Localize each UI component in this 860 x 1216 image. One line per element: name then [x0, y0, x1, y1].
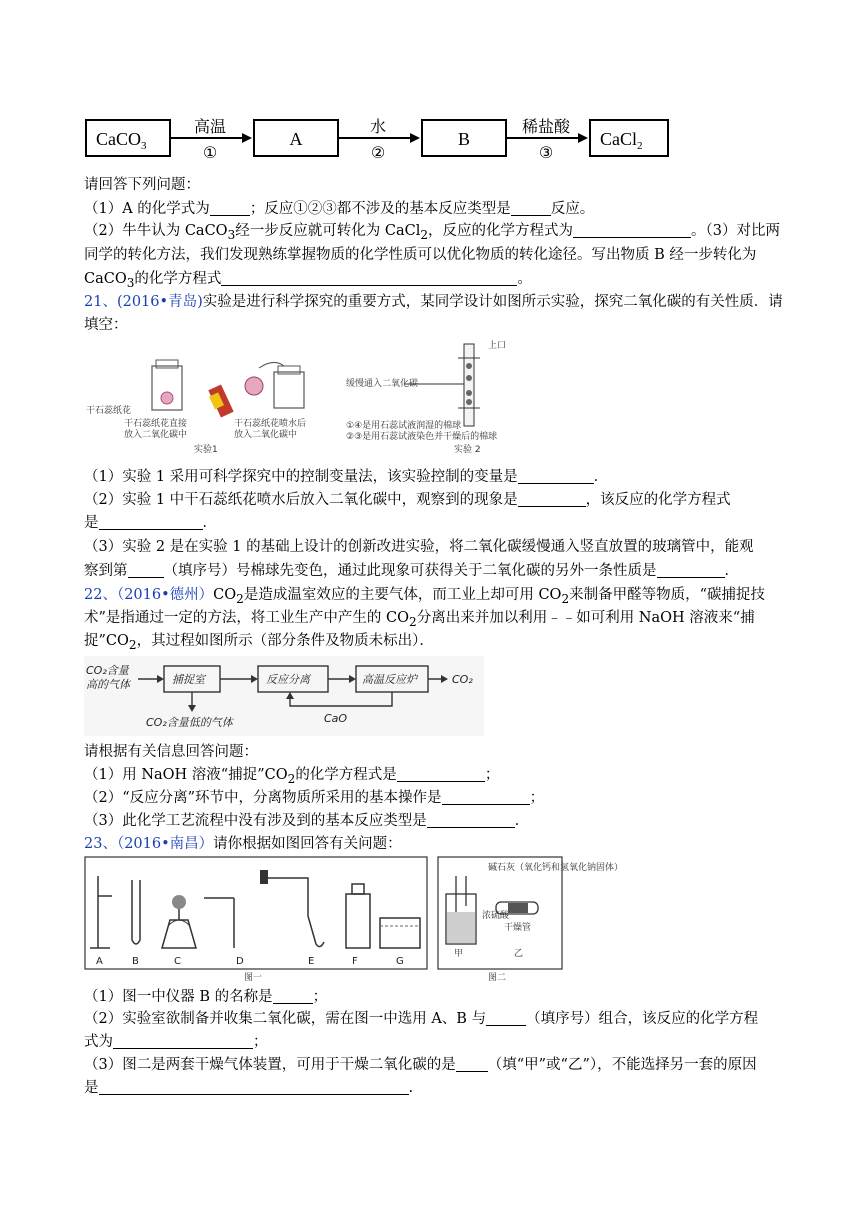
answer-blank[interactable] — [221, 269, 517, 286]
q20-part1: （1）A 的化学式为 ；反应①②③都不涉及的基本反应类型是 反应。 — [84, 201, 595, 217]
arrow3-condition: 稀盐酸 — [521, 117, 571, 136]
q22-sub1: （1）用 NaOH 溶液“捕捉$”CO_2$的化学方程式是 ； — [84, 767, 500, 786]
q23-heading: 23、（2016•南昌）请你根据如图回答有关问题： — [84, 836, 402, 852]
caption-fig2: 图二 — [488, 973, 507, 983]
q21-experiment-figure — [84, 338, 544, 456]
label-co2-inlet: 缓慢通入二氧化碳 — [346, 379, 419, 389]
label-high-co2-2: 高的气体 — [86, 678, 130, 691]
label-direct-1: 干石蕊纸花直接 — [124, 419, 188, 429]
letter-e: E — [308, 956, 315, 967]
label-high-co2: CO₂含量 — [86, 664, 129, 677]
q22-sub2: （2）“反应分离”环节中，分离物质所采用的基本操作是 ； — [84, 790, 545, 806]
arrow1-number: ① — [202, 143, 218, 162]
arrow2-number: ② — [370, 143, 386, 162]
q23-sub2: （2）实验室欲制备并收集二氧化碳，需在图一中选用 A、B 与 （填序号）组合，该反应的化学方程 — [84, 1011, 759, 1027]
label-drying-tube: 干燥管 — [504, 923, 532, 933]
letter-b: B — [132, 956, 139, 967]
answer-blank[interactable] — [273, 987, 313, 1004]
label-yi: 乙 — [514, 949, 524, 959]
label-wet-cotton: ①④是用石蕊试液润湿的棉球 — [346, 421, 462, 431]
answer-blank[interactable] — [573, 221, 691, 238]
q22-sub3: （3）此化学工艺流程中没有涉及到的基本反应类型是 ． — [84, 813, 530, 829]
flow-box-b: B — [457, 129, 471, 149]
label-co2-output: CO₂ — [452, 673, 473, 686]
answer-blank[interactable] — [456, 1055, 488, 1072]
label-soda-lime: 碱石灰（氧化钙和氢氧化钠固体） — [488, 863, 624, 873]
answer-blank[interactable] — [210, 199, 250, 216]
letter-d: D — [236, 956, 244, 967]
q21-sub3-cont: 察到第 （填序号）号棉球先变色，通过此现象可获得关于二氧化碳的另外一条性质是 ． — [84, 563, 739, 579]
q23-sub2-cont: 式为 ； — [84, 1034, 268, 1050]
q23-sub1: （1）图一中仪器 B 的名称是 ； — [84, 989, 328, 1005]
letter-a: A — [96, 956, 103, 967]
answer-blank[interactable] — [99, 1078, 409, 1095]
box-capture-room: 捕捉室 — [172, 673, 205, 686]
answer-blank[interactable] — [657, 561, 725, 578]
arrow1-condition: 高温 — [193, 117, 227, 136]
q21-heading: 21、(2016•青岛)实验是进行科学探究的重要方式，某同学设计如图所示实验，探究二氧化碳的有关性质．请 — [84, 294, 783, 310]
q21-sub2: （2）实验 1 中干石蕊纸花喷水后放入二氧化碳中，观察到的现象是 ，该反应的化学方程式 — [84, 492, 731, 508]
q22-heading-cont2: 捉$”CO_2$，其过程如图所示（部分条件及物质未标出）． — [84, 633, 434, 652]
letter-c: C — [174, 956, 181, 967]
label-dry-litmus: 干石蕊纸花 — [86, 406, 132, 416]
answer-blank[interactable] — [128, 561, 164, 578]
answer-blank[interactable] — [486, 1009, 526, 1026]
answer-blank[interactable] — [113, 1032, 253, 1049]
caco3-flow-diagram — [84, 110, 684, 166]
q23-sub3-cont: 是 . — [84, 1080, 414, 1096]
flow-box-cacl2: CaCl$_2$ — [600, 129, 643, 152]
letter-f: F — [352, 956, 358, 967]
box-reaction-separation: 反应分离 — [266, 673, 310, 686]
label-exp1: 实验1 — [194, 445, 218, 455]
q22-heading-cont1: 术”是指通过一定的方法，将工业生产中产生的 $CO_2$分离出来并加以利用﹣﹣如可利用 NaOH 溶液来“捕 — [84, 610, 755, 629]
label-spray-1: 干石蕊纸花喷水后 — [234, 419, 307, 429]
q20-intro: 请回答下列问题： — [84, 177, 200, 193]
q23-apparatus-figure — [84, 856, 624, 984]
answer-blank[interactable] — [427, 811, 515, 828]
q20-part2: （2）牛牛认为 CaCO$_3$经一步反应就可转化为 CaCl$_2$，反应的化学方程式为 。（3）对比两 — [84, 223, 781, 242]
q21-heading-cont: 填空： — [84, 317, 128, 333]
letter-g: G — [396, 956, 404, 967]
answer-blank[interactable] — [518, 467, 594, 484]
label-exp2: 实验 2 — [454, 445, 481, 455]
q21-sub2-cont: 是 ． — [84, 515, 217, 531]
answer-blank[interactable] — [518, 490, 586, 507]
q23-sub3: （3）图二是两套干燥气体装置，可用于干燥二氧化碳的是 （填“甲”或“乙”），不能选择另一套的原因 — [84, 1057, 757, 1073]
label-top-opening: 上口 — [488, 341, 507, 351]
label-direct-2: 放入二氧化碳中 — [124, 430, 188, 440]
flow-box-a: A — [289, 129, 303, 149]
flow-box-caco3: CaCO$_3$ — [96, 129, 147, 152]
answer-blank[interactable] — [99, 513, 203, 530]
box-high-temp-furnace: 高温反应炉 — [362, 673, 417, 686]
answer-blank[interactable] — [397, 765, 485, 782]
label-dry-cotton: ②③是用石蕊试液染色并干燥后的棉球 — [346, 432, 498, 442]
arrow2-condition: 水 — [369, 117, 387, 136]
label-jia: 甲 — [454, 949, 464, 959]
q22-heading: 22、（2016•德州）$CO_2$是造成温室效应的主要气体，而工业上却可用 $CO_2$来制备甲醛等物质，“碳捕捉技 — [84, 587, 766, 606]
q21-sub3: （3）实验 2 是在实验 1 的基础上设计的创新改进实验，将二氧化碳缓慢通入竖直放置的玻璃管中，能观 — [84, 539, 754, 555]
answer-blank[interactable] — [442, 788, 530, 805]
label-low-co2: CO₂含量低的气体 — [146, 716, 233, 729]
q20-part4: CaCO$_3$的化学方程式 。 — [84, 271, 532, 290]
label-spray-2: 放入二氧化碳中 — [234, 430, 298, 440]
answer-blank[interactable] — [511, 199, 551, 216]
q22-intro: 请根据有关信息回答问题： — [84, 744, 258, 760]
label-cao: CaO — [324, 712, 348, 725]
q20-part3: 同学的转化方法，我们发现熟练掌握物质的化学性质可以优化物质的转化途径。写出物质 B 经一步转化为 — [84, 247, 757, 263]
q22-carbon-capture-diagram — [84, 656, 484, 736]
label-conc-h2so4: 浓硫酸 — [482, 911, 510, 921]
q21-sub1: （1）实验 1 采用可科学探究中的控制变量法，该实验控制的变量是 ． — [84, 469, 609, 485]
arrow3-number: ③ — [538, 143, 554, 162]
caption-fig1: 图一 — [244, 973, 263, 983]
